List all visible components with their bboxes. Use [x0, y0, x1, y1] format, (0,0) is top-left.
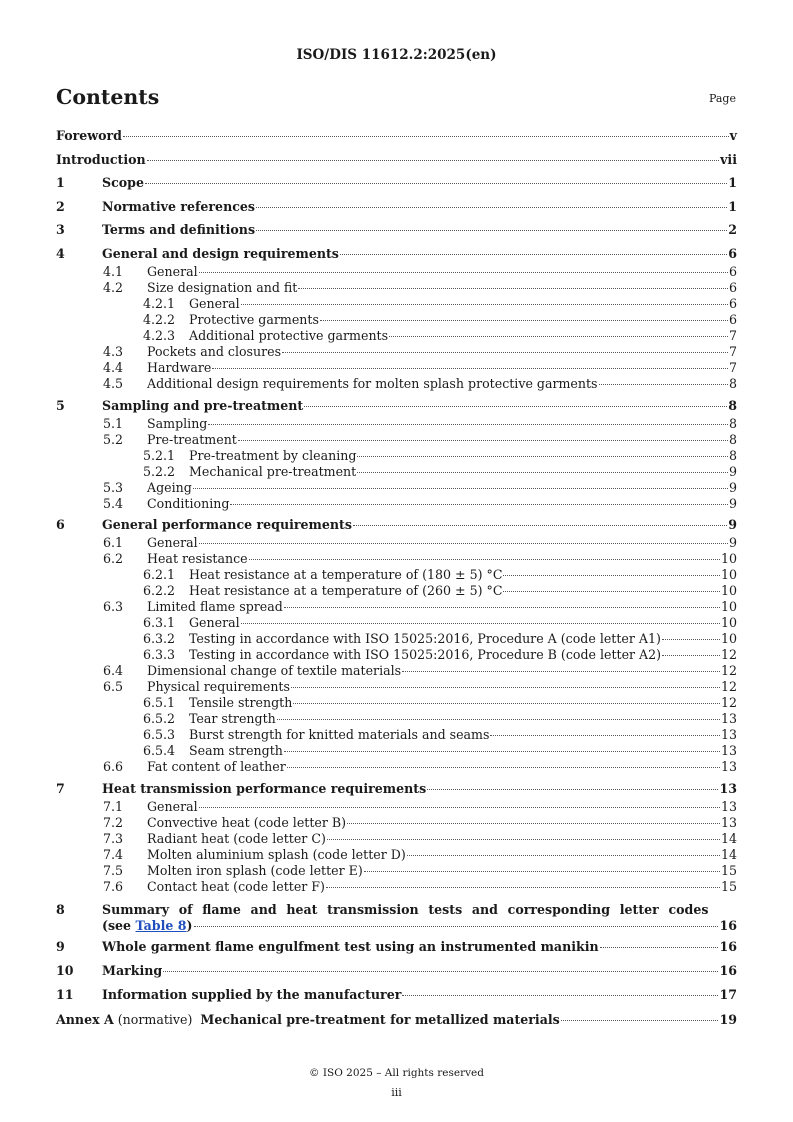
toc-leader-dots	[293, 703, 720, 704]
toc-entry[interactable]	[56, 376, 737, 392]
toc-entry-page: 10	[720, 599, 737, 615]
toc-leader-dots	[402, 995, 718, 996]
toc-entry[interactable]	[56, 711, 737, 727]
toc-entry-number: 5.2	[103, 431, 124, 447]
toc-entry-title: Terms and definitions	[102, 222, 256, 238]
toc-entry-page: 2	[728, 222, 737, 238]
toc-entry-page: 13	[720, 814, 737, 830]
toc-entry-page: 1	[728, 198, 737, 214]
toc-entry-number: 6	[56, 517, 65, 533]
toc-entry-number: 5	[56, 397, 65, 413]
toc-leader-dots	[284, 607, 720, 608]
toc-entry-page: vii	[720, 151, 737, 167]
toc-entry[interactable]	[56, 432, 737, 448]
toc-entry-title: Radiant heat (code letter C)	[147, 830, 326, 846]
toc-entry-title: Testing in accordance with ISO 15025:2016, Procedure A (code letter A1)	[189, 631, 661, 647]
annex-type: (normative)	[117, 1011, 193, 1027]
toc-entry[interactable]	[56, 515, 737, 535]
table-of-contents	[56, 126, 737, 1030]
page-column-label: Page	[708, 92, 736, 105]
toc-entry-number: 7.3	[103, 830, 124, 846]
toc-entry-number: 7.1	[103, 798, 124, 814]
toc-leader-dots	[277, 719, 720, 720]
toc-entry-title: Marking	[102, 962, 163, 978]
toc-entry[interactable]	[56, 647, 737, 663]
toc-leader-dots	[256, 230, 727, 231]
copyright-notice: © ISO 2025 – All rights reserved	[309, 1067, 484, 1079]
page-number: iii	[391, 1086, 402, 1099]
toc-leader-dots	[199, 272, 728, 273]
toc-entry-number: 7.2	[103, 814, 124, 830]
toc-entry-title: General and design requirements	[102, 245, 339, 261]
toc-leader-dots	[163, 971, 718, 972]
toc-entry-title: Tensile strength	[189, 695, 293, 711]
toc-entry-number: 5.1	[103, 415, 124, 431]
toc-entry[interactable]	[56, 328, 737, 344]
toc-leader-dots	[199, 807, 720, 808]
toc-leader-dots	[199, 543, 728, 544]
toc-leader-dots	[241, 304, 728, 305]
toc-leader-dots	[599, 384, 728, 385]
toc-entry-page: 9	[728, 463, 737, 479]
toc-entry[interactable]	[56, 264, 737, 280]
toc-entry-title: General performance requirements	[102, 517, 352, 533]
toc-leader-dots	[340, 254, 727, 255]
toc-entry-number: 6.2	[103, 551, 124, 567]
toc-leader-dots	[503, 591, 719, 592]
toc-leader-dots	[241, 623, 720, 624]
toc-entry-number: 5.2.1	[143, 447, 176, 463]
toc-entry[interactable]	[56, 150, 737, 170]
toc-entry[interactable]	[56, 961, 737, 981]
toc-entry-title: Additional protective garments	[189, 327, 389, 343]
toc-leader-dots	[662, 639, 720, 640]
toc-entry-page: 6	[728, 295, 737, 311]
toc-leader-dots	[123, 136, 729, 137]
toc-leader-dots	[353, 525, 727, 526]
toc-entry[interactable]	[56, 779, 737, 799]
toc-entry-title: Contact heat (code letter F)	[147, 878, 325, 894]
toc-entry-number: 7	[56, 780, 65, 796]
annex-label: Annex A	[56, 1011, 114, 1027]
toc-entry-number: 4.2.3	[143, 327, 176, 343]
toc-entry[interactable]	[56, 863, 737, 879]
toc-entry[interactable]	[56, 567, 737, 583]
toc-entry-page: 10	[720, 615, 737, 631]
toc-leader-dots	[347, 823, 720, 824]
toc-entry[interactable]	[56, 220, 737, 240]
toc-entry-title: Additional design requirements for molten splash protective garments	[147, 375, 598, 391]
toc-entry-title: General	[189, 615, 240, 631]
toc-entry-title: Pockets and closures	[147, 343, 282, 359]
toc-entry-page: 13	[719, 780, 737, 796]
toc-entry-number: 5.4	[103, 495, 124, 511]
toc-entry-title: Pre-treatment	[147, 431, 237, 447]
toc-entry-page: 13	[720, 743, 737, 759]
toc-leader-dots	[208, 424, 728, 425]
toc-leader-dots	[256, 207, 727, 208]
toc-entry-page: 6	[728, 311, 737, 327]
toc-entry-page: 13	[720, 759, 737, 775]
toc-entry-page: 8	[728, 397, 737, 413]
toc-entry-page: 7	[728, 327, 737, 343]
toc-entry[interactable]	[56, 937, 737, 957]
toc-entry-title: Heat resistance at a temperature of (180 ± 5) °C	[189, 567, 503, 583]
toc-entry-annex-a[interactable]	[56, 1010, 737, 1030]
annex-title: Mechanical pre-treatment for metallized materials	[200, 1011, 560, 1027]
toc-entry-page: 19	[719, 1011, 737, 1027]
toc-entry[interactable]	[56, 296, 737, 312]
toc-entry-number: 6.6	[103, 759, 124, 775]
toc-entry-number: 4.3	[103, 343, 124, 359]
toc-entry[interactable]	[56, 631, 737, 647]
toc-leader-dots	[600, 947, 719, 948]
toc-entry-title: Heat resistance at a temperature of (260 ± 5) °C	[189, 583, 503, 599]
toc-leader-dots	[402, 671, 720, 672]
toc-leader-dots	[238, 440, 728, 441]
toc-leader-dots	[230, 504, 728, 505]
toc-entry[interactable]	[56, 663, 737, 679]
toc-entry-number: 8	[56, 901, 65, 917]
toc-entry-page: 16	[719, 939, 737, 955]
toc-leader-dots	[145, 183, 727, 184]
toc-entry-number: 7.5	[103, 862, 124, 878]
toc-entry-title: Hardware	[147, 359, 212, 375]
toc-entry-page: 10	[720, 551, 737, 567]
toc-leader-dots	[503, 575, 719, 576]
document-id: ISO/DIS 11612.2:2025(en)	[296, 47, 497, 63]
toc-entry-title: Molten aluminium splash (code letter D)	[147, 846, 406, 862]
toc-entry[interactable]	[56, 815, 737, 831]
toc-entry-number: 4.5	[103, 375, 124, 391]
toc-entry[interactable]	[56, 496, 737, 512]
toc-leader-dots	[304, 406, 727, 407]
toc-entry-title: Introduction	[56, 151, 146, 167]
toc-entry-title: Fat content of leather	[147, 759, 286, 775]
toc-entry-page: 12	[720, 695, 737, 711]
toc-entry-number: 4.2	[103, 279, 124, 295]
toc-entry-page: 15	[720, 878, 737, 894]
toc-entry[interactable]	[56, 396, 737, 416]
toc-entry-title: Heat transmission performance requirements	[102, 780, 427, 796]
toc-leader-dots	[490, 735, 720, 736]
toc-entry-8[interactable]	[56, 902, 737, 934]
toc-entry-page: 8	[728, 431, 737, 447]
toc-entry-number: 6.4	[103, 663, 124, 679]
toc-entry-title: Convective heat (code letter B)	[147, 814, 347, 830]
toc-entry[interactable]	[56, 599, 737, 615]
toc-entry-page: 12	[720, 647, 737, 663]
toc-entry[interactable]	[56, 583, 737, 599]
toc-entry-page: 8	[728, 447, 737, 463]
toc-entry-number: 6.1	[103, 535, 124, 551]
toc-entry-number: 4.1	[103, 263, 124, 279]
toc-entry[interactable]	[56, 244, 737, 264]
toc-entry-title: Pre-treatment by cleaning	[189, 447, 357, 463]
toc-entry-number: 4.2.2	[143, 311, 176, 327]
toc-entry-number: 7.6	[103, 878, 124, 894]
toc-entry[interactable]	[56, 727, 737, 743]
toc-entry-number: 6.5.4	[143, 743, 176, 759]
toc-entry-title: Foreword	[56, 128, 122, 143]
toc-leader-dots	[407, 855, 720, 856]
toc-entry-title: Summary of flame and heat transmission tests and corresponding letter codes	[102, 901, 709, 917]
toc-entry-number: 6.3.3	[143, 647, 176, 663]
toc-leader-dots	[147, 160, 719, 161]
toc-entry-number: 10	[56, 962, 74, 978]
toc-entry-page: 9	[728, 479, 737, 495]
toc-entry[interactable]	[56, 464, 737, 480]
toc-entry-number: 6.2.1	[143, 567, 176, 583]
toc-entry[interactable]	[56, 759, 737, 775]
toc-entry-number: 9	[56, 939, 65, 955]
toc-entry-title: Sampling	[147, 415, 208, 431]
toc-entry-number: 6.2.2	[143, 583, 176, 599]
toc-entry-title: Burst strength for knitted materials and seams	[189, 727, 490, 743]
toc-entry-title: Whole garment flame engulfment test using an instrumented manikin	[102, 939, 599, 955]
toc-entry-title: Protective garments	[189, 311, 319, 327]
toc-leader-dots	[320, 320, 728, 321]
toc-entry-number: 6.3	[103, 599, 124, 615]
toc-leader-dots	[212, 368, 728, 369]
toc-entry-page: 17	[719, 986, 737, 1002]
toc-entry-title: General	[189, 295, 240, 311]
toc-entry-page: 16	[719, 962, 737, 978]
toc-entry[interactable]	[56, 360, 737, 376]
toc-entry-number: 4.4	[103, 359, 124, 375]
toc-entry-page: 10	[720, 583, 737, 599]
toc-entry[interactable]	[56, 679, 737, 695]
toc-main-entries	[56, 126, 737, 895]
toc-entry-page: 7	[728, 359, 737, 375]
toc-entry-page: 16	[719, 917, 737, 933]
toc-entry[interactable]	[56, 416, 737, 432]
toc-entry-title: General	[147, 535, 198, 551]
toc-entry-title: Testing in accordance with ISO 15025:2016, Procedure B (code letter A2)	[189, 647, 662, 663]
toc-entry-title: Ageing	[147, 479, 192, 495]
toc-entry[interactable]	[56, 831, 737, 847]
toc-entry-title: Physical requirements	[147, 679, 290, 695]
toc-leader-dots	[327, 839, 720, 840]
toc-entry-page: 8	[728, 415, 737, 431]
toc-leader-dots	[357, 472, 728, 473]
toc-leader-dots	[282, 352, 728, 353]
toc-leader-dots	[427, 789, 718, 790]
toc-entry-title-suffix: )	[186, 917, 193, 933]
toc-entry-title: Dimensional change of textile materials	[147, 663, 402, 679]
toc-entry-number: 4.2.1	[143, 295, 176, 311]
toc-leader-dots	[284, 751, 720, 752]
toc-leader-dots	[291, 687, 720, 688]
toc-entry-number: 3	[56, 222, 65, 238]
toc-tail-entries	[56, 937, 737, 1004]
toc-entry-number: 11	[56, 986, 74, 1002]
toc-leader-dots	[561, 1020, 719, 1021]
toc-entry-title: Heat resistance	[147, 551, 248, 567]
toc-entry-title: Sampling and pre-treatment	[102, 397, 304, 413]
toc-entry-title: Size designation and fit	[147, 279, 298, 295]
toc-entry[interactable]	[56, 615, 737, 631]
toc-entry-page: 12	[720, 663, 737, 679]
toc-entry-page: 13	[720, 727, 737, 743]
toc-leader-dots	[298, 288, 728, 289]
toc-entry[interactable]	[56, 695, 737, 711]
toc-entry-title: Seam strength	[189, 743, 283, 759]
toc-entry-title: Molten iron splash (code letter E)	[147, 862, 363, 878]
toc-entry-title: Normative references	[102, 198, 256, 214]
toc-entry-number: 7.4	[103, 846, 124, 862]
toc-entry[interactable]	[56, 879, 737, 895]
toc-entry[interactable]	[56, 344, 737, 360]
toc-leader-dots	[357, 456, 728, 457]
toc-entry-number: 6.5	[103, 679, 124, 695]
toc-leader-dots	[662, 655, 720, 656]
toc-entry[interactable]	[56, 280, 737, 296]
toc-entry-page: 6	[728, 245, 737, 261]
toc-entry-title: Conditioning	[147, 495, 230, 511]
toc-entry-title: Limited flame spread	[147, 599, 283, 615]
toc-entry[interactable]	[56, 847, 737, 863]
toc-leader-dots	[287, 767, 720, 768]
toc-entry-page: v	[729, 128, 737, 143]
toc-leader-dots	[326, 887, 720, 888]
toc-entry-page: 13	[720, 798, 737, 814]
toc-entry-title: Mechanical pre-treatment	[189, 463, 357, 479]
toc-entry-number: 6.5.2	[143, 711, 176, 727]
toc-entry-title: Scope	[102, 175, 144, 191]
toc-entry[interactable]	[56, 985, 737, 1005]
toc-entry[interactable]	[56, 743, 737, 759]
toc-entry-page: 9	[728, 517, 737, 533]
toc-entry-page: 9	[728, 495, 737, 511]
toc-entry-page: 14	[720, 846, 737, 862]
toc-entry-number: 4	[56, 245, 65, 261]
toc-entry[interactable]	[56, 448, 737, 464]
toc-entry-number: 6.5.1	[143, 695, 176, 711]
toc-entry-page: 10	[720, 567, 737, 583]
toc-entry-number: 6.5.3	[143, 727, 176, 743]
table-8-link[interactable]: Table 8	[135, 917, 187, 933]
toc-entry[interactable]	[56, 551, 737, 567]
toc-entry-title: Information supplied by the manufacturer	[102, 986, 402, 1002]
toc-leader-dots	[364, 871, 720, 872]
toc-entry-page: 10	[720, 631, 737, 647]
toc-entry-page: 7	[728, 343, 737, 359]
toc-entry-title: General	[147, 263, 198, 279]
toc-entry-page: 8	[728, 375, 737, 391]
toc-entry[interactable]	[56, 126, 737, 146]
toc-entry-number: 1	[56, 175, 65, 191]
toc-entry-page: 6	[728, 263, 737, 279]
toc-leader-dots	[193, 488, 728, 489]
toc-entry-page: 6	[728, 279, 737, 295]
toc-entry-title: General	[147, 798, 198, 814]
toc-entry-page: 1	[728, 175, 737, 191]
toc-entry[interactable]	[56, 535, 737, 551]
toc-entry[interactable]	[56, 312, 737, 328]
toc-entry-title: Tear strength	[189, 711, 276, 727]
toc-leader-dots	[389, 336, 728, 337]
contents-title: Contents	[56, 85, 160, 109]
toc-entry-page: 12	[720, 679, 737, 695]
toc-entry[interactable]	[56, 197, 737, 217]
toc-leader-dots	[194, 926, 719, 927]
toc-entry[interactable]	[56, 173, 737, 193]
toc-entry-number: 5.3	[103, 479, 124, 495]
toc-entry-page: 15	[720, 862, 737, 878]
toc-entry-page: 14	[720, 830, 737, 846]
toc-leader-dots	[249, 559, 720, 560]
toc-entry-number: 5.2.2	[143, 463, 176, 479]
toc-entry-number: 2	[56, 198, 65, 214]
toc-entry-title-prefix: (see	[102, 917, 136, 933]
toc-entry[interactable]	[56, 480, 737, 496]
toc-entry-number: 6.3.2	[143, 631, 176, 647]
toc-entry[interactable]	[56, 799, 737, 815]
toc-entry-page: 13	[720, 711, 737, 727]
toc-entry-number: 6.3.1	[143, 615, 176, 631]
toc-entry-page: 9	[728, 535, 737, 551]
